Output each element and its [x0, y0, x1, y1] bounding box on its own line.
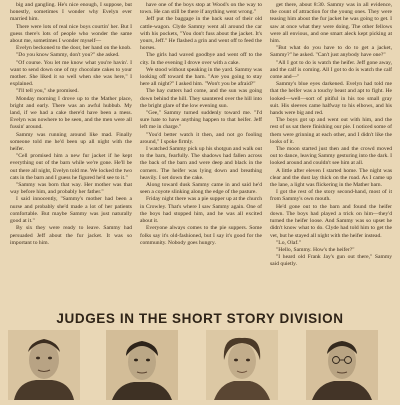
paragraph: Evelyn beckoned to the door, her hand on the knob. [16, 45, 132, 52]
paragraph: get there, about 8:30. Sammy was in all evidence, the count of attraction for the young ones. They were teasing him about the fur jacket he was going to get. I saw at once what they were doing. The other fellows were all envious, and one smart aleck kept picking at him. [270, 2, 392, 45]
text-column-2 [140, 2, 262, 307]
paragraph: Monday morning I drove up to the Mather place, bright and early. There was an awful hubbub. My land, if we had a cake there'd have been a mess. Evelyn was nowhere to be seen, and the men were all fussin' around. [10, 95, 132, 131]
paragraph: "You'd better watch it then, and not go fooling around," I spoke firmly. [140, 131, 262, 145]
judges-photo-row [0, 330, 400, 400]
judge-portrait-photo [206, 330, 278, 400]
paragraph: "But what do you have to do to get a jacket, Sammy?" he asked. "Can't just anybody have one?" [270, 45, 392, 59]
paragraph: "Do you know Sammy, don't you?" she asked. [16, 52, 120, 59]
text-column-3 [270, 2, 392, 307]
paragraph: By six they were ready to leave. Sammy had persuaded Jeff about the fur jacket. It was so important to him. [10, 225, 132, 246]
judge-portrait-photo [306, 330, 378, 400]
paragraph: Friday night there was a pie supper up at the church in Crowley. That's where I saw Sammy again. One of the boys had stopped him, and he was all excited about it. [140, 196, 262, 225]
judge-portrait-photo [106, 330, 178, 400]
paragraph: big and gangling. He's nice enough, I suppose, but honestly, sometimes I wonder why Evelyn ever married him. [10, 2, 132, 23]
paragraph: "Lo, Olaf." [276, 239, 301, 246]
paragraph: "I heard old Frank Jay's gun out there," Sammy said quietly. [270, 254, 392, 268]
paragraph: He'd gone out to the barn and found the heifer down. The boys had played a trick on him—they'd turned the heifer loose. And Sammy was so upset he didn't know what to do. Clyde had told him to get the vet, but he stayed all night with the heifer instead. [270, 203, 392, 239]
paragraph: I got the rest of the story second-hand, most of it from Sammy's own mouth. [270, 189, 392, 203]
paragraph: I said innocently, "Sammy's mother had been a nurse and probably she'd made a lot of her patients comfortable. But maybe Sammy was just naturally good at it." [10, 196, 132, 225]
paragraph: A little after eleven I started home. The night was clear and the dust lay thick on the road. As I came up the lane, a light was flickering in the Mather barn. [270, 167, 392, 189]
judge-portrait-photo [8, 330, 80, 400]
paragraph: Sammy was running around like mad. Finally someone told me he'd been up all night with the heifer. [10, 131, 132, 153]
paragraph: Jeff put the baggage in the back seat of their old cattle-wagon. Clyde Sammy went all around the car with his pockets, "You don't fuss about the jacket. It's yours, Jeff." He flashed a grin and went off to feed the horses. [140, 16, 262, 52]
paragraph: Sammy's blue eyes darkened. Evelyn had told me that the heifer was a touchy beast and apt to fight. He looked—well—sort of pitiful in his too small gray suit. His sleeves came halfway to his elbows, and his hands were big and red. [270, 81, 392, 117]
paragraph: The girls had waved goodbye and went off to the city. In the evening I drove over with a cake. [140, 52, 262, 66]
paragraph: We stood without speaking in the yard. Sammy was looking off toward the barn. "Are you going to stay here all night?" I asked him. "Won't you be afraid?" [140, 66, 262, 88]
paragraph: "Hello, Sammy. How's the heifer?" [276, 246, 355, 253]
paragraph: "Sammy was born that way. Her mother was that way before him, and probably her father." [10, 182, 132, 196]
paragraph: The hay cutters had come, and the sun was going down behind the hill. They sauntered over the hill into the bright glare of the low evening sun. [140, 88, 262, 109]
paragraph: The moon started just then and the crowd moved out to dance, leaving Sammy gesturing into the dark. I looked around and couldn't see him at all. [270, 146, 392, 167]
paragraph: The boys got up and went out with him, and the rest of us sat there finishing our pie. I noticed some of them were grinning at each other, and I didn't like the looks of it. [270, 117, 392, 145]
story-text-columns [10, 2, 392, 307]
text-column-1 [10, 2, 132, 307]
paragraph: "I'll tell you," she promised. [16, 88, 79, 95]
section-heading: JUDGES IN THE SHORT STORY DIVISION [56, 310, 344, 326]
paragraph: have one of the boys stop at Wood's on the way to town. He can still be there if anything went wrong." [140, 2, 262, 16]
paragraph: "All I got to do is watch the heifer. Jeff gone away, and the calf is coming. All I got to do is watch the calf come and—" [270, 59, 392, 81]
paragraph: "Cell promised him a new fur jacket if he kept everything out of the barn while we're gone. He'll be out there all night, Evelyn told me. We locked the two cats in the barn and I guess he figured he'd see to it." [10, 153, 132, 181]
paragraph: Everyone always comes to the pie suppers. Some folks say it's old-fashioned, but I say it's good for the community. Nobody goes hungry. [140, 225, 262, 246]
paragraph: There were lots of real nice boys courtin' her. But I guess there's lots of people who wonder the same about me, sometimes I wonder myself— [10, 23, 132, 45]
paragraph: I watched Sammy pick up his shotgun and walk out to the barn, fearfully. The shadows had fallen across the back of the barn and were deep and black in the corners. The heifer was lying down and breathing heavily. I set down the cake. [140, 146, 262, 181]
paragraph: "Of course. You let me know what you're havin'. I want to send down one of my chocolate cakes to your mother. She liked it so well when she was here," I explained. [10, 59, 132, 88]
paragraph: "Gee," Sammy turned suddenly toward me. "I'd sure hate to have anything happen to that heifer. Jeff left me in charge." [140, 110, 262, 131]
paragraph: Along toward dusk Sammy came in and said he'd seen a coyote slinking along the edge of the pasture. [140, 182, 262, 196]
